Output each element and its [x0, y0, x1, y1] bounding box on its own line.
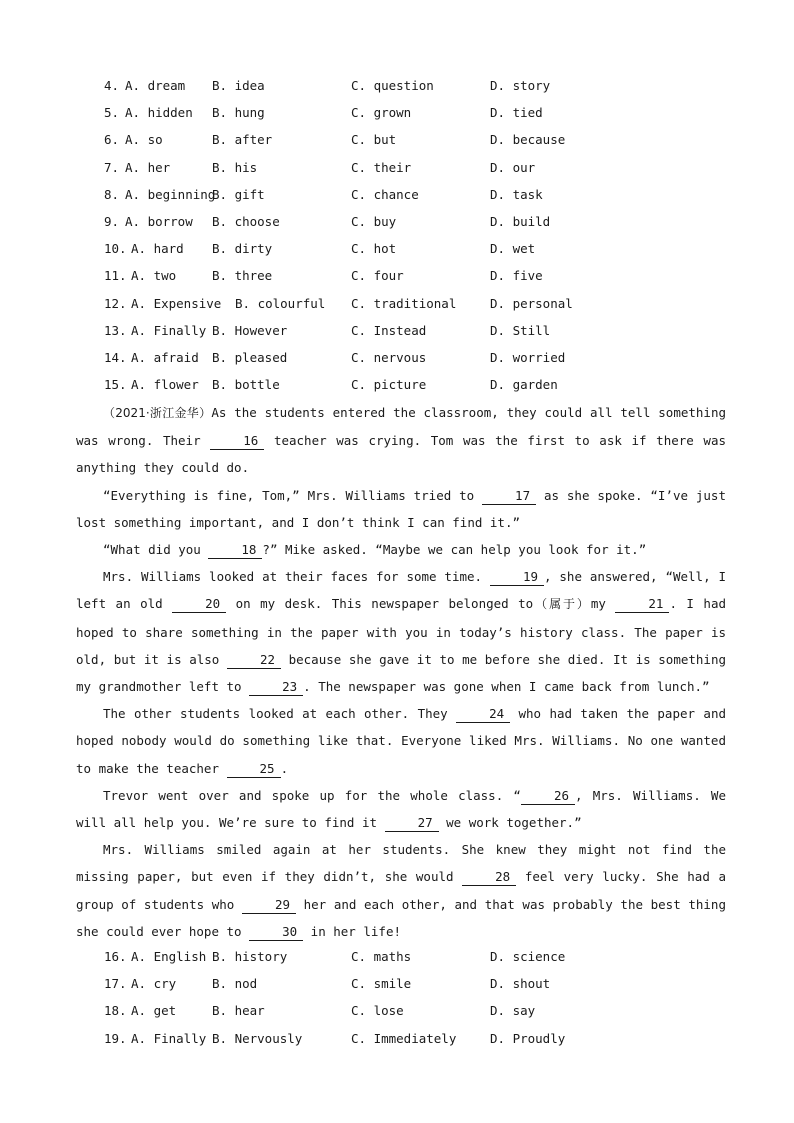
question-number: 7.	[104, 159, 120, 175]
question-number: 8.	[104, 186, 120, 202]
question-number: 10.	[104, 241, 127, 257]
paragraph-4: Mrs. Williams looked at their faces for some time. 19 , she answered, “Well, I left an old 20 on my desk. This newspaper belonged to（属于）my 21 . I had hoped to share something in the paper with you in today’s history class. The paper is old, but it is also 22 because she gave it to me before she died. It is something my grandmother left to 23 . The newspaper was gone when I came back from lunch.”	[76, 569, 727, 695]
blank-21: 21	[615, 596, 669, 613]
option-d: D. worried	[490, 350, 566, 365]
option-d: D. Proudly	[490, 1030, 566, 1046]
question-number: 4.	[104, 78, 120, 93]
option-b: B. after	[212, 132, 273, 148]
option-b: B. idea	[212, 78, 265, 93]
option-a: A. English	[131, 949, 207, 964]
option-c: C. smile	[351, 976, 412, 992]
option-a: A. Finally	[131, 322, 207, 338]
question-number: 18.	[104, 1003, 127, 1019]
question-number: 12.	[104, 295, 127, 311]
option-c: C. traditional	[351, 295, 457, 311]
option-a: A. her	[125, 159, 171, 175]
paragraph-6: Trevor went over and spoke up for the whole class. “ 26 , Mrs. Williams. We will all help you. We’re sure to find it 27 we work together.”	[76, 787, 726, 831]
source-label: （2021·浙江金华）	[103, 406, 212, 420]
blank-24: 24	[456, 706, 510, 723]
option-b: B. three	[212, 268, 273, 284]
question-number: 19.	[104, 1030, 127, 1046]
option-c: C. chance	[351, 186, 419, 202]
option-a: A. so	[125, 132, 163, 148]
blank-27: 27	[385, 815, 439, 832]
option-c: C. nervous	[351, 350, 427, 365]
blank-16: 16	[210, 433, 264, 450]
option-a: A. hard	[131, 241, 184, 257]
question-number: 11.	[104, 268, 127, 284]
option-a: A. borrow	[125, 214, 193, 229]
option-d: D. build	[490, 214, 551, 229]
blank-18: 18	[208, 542, 262, 559]
option-b: B. his	[212, 159, 258, 175]
paragraph-7: Mrs. Williams smiled again at her students. She knew they might not find the missing paper, but even if they didn’t, she would 28 feel very lucky. She had a group of students who 29 her and each other, and that was probably the best thing she could ever hope to 30 in her life!	[76, 842, 726, 939]
blank-26: 26	[521, 788, 575, 805]
blank-29: 29	[242, 897, 296, 914]
option-d: D. personal	[490, 295, 573, 311]
option-a: A. afraid	[131, 350, 199, 365]
option-d: D. say	[490, 1003, 536, 1019]
blank-25: 25	[227, 761, 281, 778]
option-b: B. nod	[212, 976, 258, 992]
blank-30: 30	[249, 924, 303, 941]
option-a: A. beginning	[125, 186, 216, 202]
option-b: B. However	[212, 322, 288, 338]
option-b: B. choose	[212, 214, 280, 229]
option-a: A. Finally	[131, 1030, 207, 1046]
option-a: A. get	[131, 1003, 177, 1019]
option-d: D. tied	[490, 105, 543, 121]
paragraph-5: The other students looked at each other. They 24 who had taken the paper and hoped nobody would do something like that. Everyone liked Mrs. Williams. No one wanted to make the teacher 25 .	[76, 706, 726, 776]
option-a: A. two	[131, 268, 177, 284]
option-c: C. maths	[351, 949, 412, 964]
option-b: B. gift	[212, 186, 265, 202]
option-d: D. task	[490, 186, 543, 202]
option-d: D. Still	[490, 322, 551, 338]
paragraph-2: “Everything is fine, Tom,” Mrs. Williams tried to 17 as she spoke. “I’ve just lost something important, and I don’t think I can find it.”	[76, 487, 726, 530]
option-b: B. hung	[212, 105, 265, 121]
option-a: A. hidden	[125, 105, 193, 121]
option-d: D. our	[490, 159, 536, 175]
option-c: C. Immediately	[351, 1030, 457, 1046]
option-d: D. because	[490, 132, 566, 148]
chinese-gloss: （属于）	[533, 597, 591, 612]
option-b: B. colourful	[235, 295, 326, 311]
option-b: B. history	[212, 949, 288, 964]
paragraph-3: “What did you 18 ?” Mike asked. “Maybe we can help you look for it.”	[103, 542, 647, 558]
option-b: B. dirty	[212, 241, 273, 257]
blank-19: 19	[490, 569, 544, 586]
question-number: 5.	[104, 105, 120, 121]
question-number: 13.	[104, 322, 127, 338]
option-d: D. wet	[490, 241, 536, 257]
option-a: A. cry	[131, 976, 177, 992]
option-a: A. Expensive	[131, 295, 222, 311]
option-d: D. garden	[490, 377, 558, 393]
option-b: B. pleased	[212, 350, 288, 365]
option-c: C. question	[351, 78, 434, 93]
option-a: A. dream	[125, 78, 186, 93]
question-number: 6.	[104, 132, 120, 148]
question-number: 17.	[104, 976, 127, 992]
option-d: D. story	[490, 78, 551, 93]
question-number: 15.	[104, 377, 127, 393]
blank-28: 28	[462, 869, 516, 886]
blank-20: 20	[172, 596, 226, 613]
option-c: C. their	[351, 159, 412, 175]
option-d: D. science	[490, 949, 566, 964]
option-c: C. grown	[351, 105, 412, 121]
paragraph-1: （2021·浙江金华）As the students entered the classroom, they could all tell something was wrong. Their 16 teacher was crying. Tom was the first to ask if there was anything they could do.	[76, 405, 726, 476]
question-number: 16.	[104, 949, 127, 964]
option-c: C. buy	[351, 214, 397, 229]
option-a: A. flower	[131, 377, 199, 393]
option-d: D. five	[490, 268, 543, 284]
option-c: C. lose	[351, 1003, 404, 1019]
option-c: C. Instead	[351, 322, 427, 338]
option-c: C. hot	[351, 241, 397, 257]
cloze-passage	[76, 399, 726, 945]
option-c: C. four	[351, 268, 404, 284]
question-number: 14.	[104, 350, 127, 365]
option-b: B. Nervously	[212, 1030, 303, 1046]
question-number: 9.	[104, 214, 120, 229]
option-c: C. picture	[351, 377, 427, 393]
option-b: B. hear	[212, 1003, 265, 1019]
option-d: D. shout	[490, 976, 551, 992]
blank-17: 17	[482, 488, 536, 505]
option-b: B. bottle	[212, 377, 280, 393]
blank-22: 22	[227, 652, 281, 669]
option-c: C. but	[351, 132, 397, 148]
blank-23: 23	[249, 679, 303, 696]
